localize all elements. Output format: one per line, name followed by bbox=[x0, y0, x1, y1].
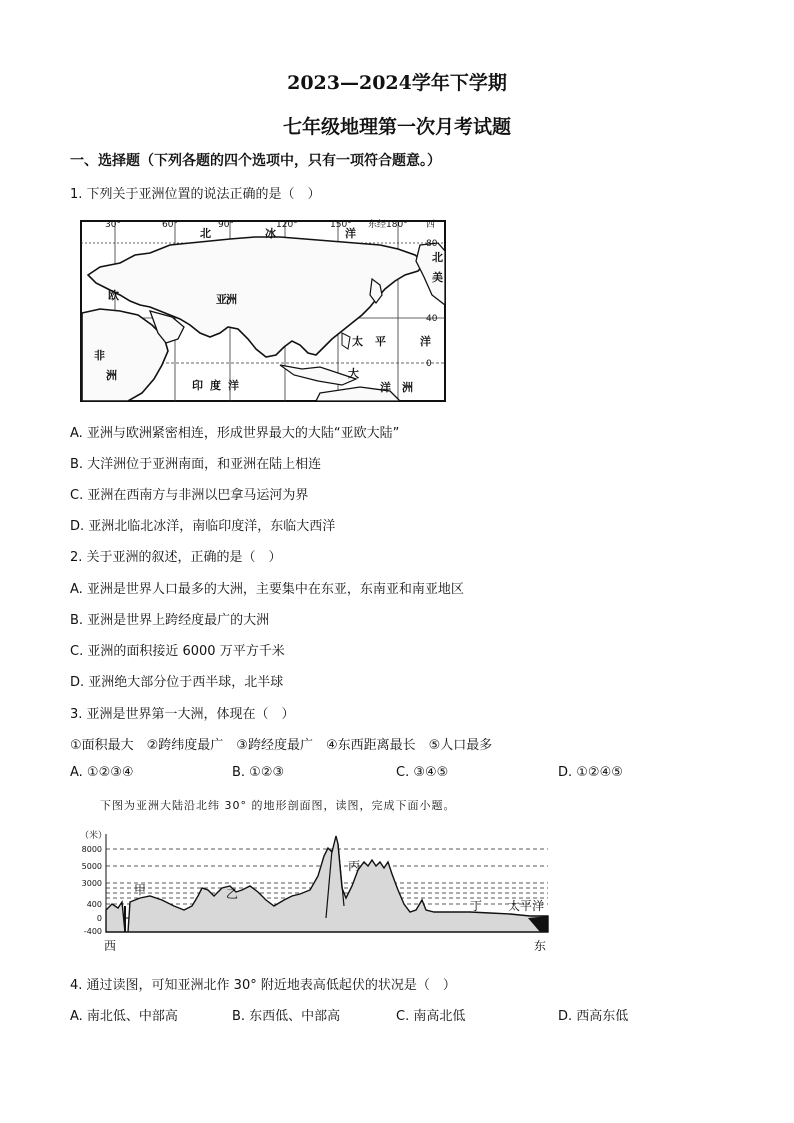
profile-unit-label: （米） bbox=[80, 831, 108, 841]
question-2-option-b[interactable]: B. 亚洲是世界上跨经度最广的大洲 bbox=[70, 613, 270, 628]
map-lat-label-40: 40 bbox=[426, 314, 438, 324]
profile-y-tick-3000: 3000 bbox=[81, 879, 102, 888]
map-lon-label-60: 60° bbox=[162, 220, 178, 230]
question-1-option-d[interactable]: D. 亚洲北临北冰洋，南临印度洋，东临大西洋 bbox=[70, 519, 336, 534]
question-3-option-b[interactable]: B. ①②③ bbox=[232, 765, 285, 780]
question-3-option-c[interactable]: C. ③④⑤ bbox=[396, 765, 449, 780]
question-2-stem: 2. 关于亚洲的叙述，正确的是（ ） bbox=[70, 550, 282, 565]
map-lon-label-90: 90° bbox=[218, 220, 234, 230]
profile-label-east: 东 bbox=[534, 939, 547, 953]
question-3-items: ①面积最大 ②跨纬度最广 ③跨经度最广 ④东西距离最长 ⑤人口最多 bbox=[70, 738, 493, 753]
exam-year-title: 2023—2024学年下学期 bbox=[287, 72, 507, 94]
question-3-stem: 3. 亚洲是世界第一大洲，体现在（ ） bbox=[70, 707, 295, 722]
question-4-option-a[interactable]: A. 南北低、中部高 bbox=[70, 1009, 178, 1024]
map-lon-label-120: 120° bbox=[276, 220, 298, 230]
terrain-profile-figure bbox=[70, 826, 554, 956]
profile-caption: 下图为亚洲大陆沿北纬 30° 的地形剖面图，读图，完成下面小题。 bbox=[100, 799, 456, 812]
exam-subject-title: 七年级地理第一次月考试题 bbox=[282, 116, 511, 138]
map-lon-label-west: 西 bbox=[426, 220, 436, 230]
question-4-option-c[interactable]: C. 南高北低 bbox=[396, 1009, 466, 1024]
map-label-du: 度 bbox=[210, 379, 221, 392]
profile-y-tick-8000: 8000 bbox=[81, 845, 102, 854]
map-lat-label-80: 80 bbox=[426, 239, 438, 249]
map-label-fei: 非 bbox=[94, 349, 105, 362]
question-4-option-d[interactable]: D. 西高东低 bbox=[558, 1009, 629, 1024]
profile-label-west: 西 bbox=[104, 939, 117, 953]
asia-map-svg bbox=[80, 215, 448, 403]
section-heading: 一、选择题（下列各题的四个选项中，只有一项符合题意。） bbox=[70, 153, 441, 169]
map-label-tai-yang: 洋 bbox=[420, 335, 431, 348]
question-1-option-c[interactable]: C. 亚洲在西南方与非洲以巴拿马运河为界 bbox=[70, 488, 309, 503]
map-label-yin-yang: 洋 bbox=[228, 379, 239, 392]
profile-y-tick-0: 0 bbox=[96, 914, 102, 923]
profile-y-tick-minus400: -400 bbox=[83, 927, 102, 936]
map-label-yang: 洋 bbox=[345, 227, 356, 240]
terrain-profile-area bbox=[106, 836, 548, 932]
map-label-ya: 亚 bbox=[216, 293, 227, 306]
terrain-profile-svg bbox=[70, 826, 554, 956]
map-label-tai: 太 bbox=[352, 335, 363, 348]
map-label-ou: 欧 bbox=[108, 289, 119, 302]
map-label-bei: 北 bbox=[200, 227, 211, 240]
map-label-na-bei: 北 bbox=[432, 251, 443, 264]
question-2-option-a[interactable]: A. 亚洲是世界人口最多的大洲，主要集中在东亚，东南亚和南亚地区 bbox=[70, 582, 464, 597]
profile-label-ding: 丁 bbox=[470, 899, 483, 913]
map-lat-label-0: 0 bbox=[426, 359, 432, 369]
map-label-bing: 冰 bbox=[265, 227, 276, 240]
profile-label-yi: 乙 bbox=[226, 887, 239, 901]
profile-label-bing: 丙 bbox=[348, 859, 361, 873]
question-3-option-a[interactable]: A. ①②③④ bbox=[70, 765, 134, 780]
question-2-option-c[interactable]: C. 亚洲的面积接近 6000 万平方千米 bbox=[70, 644, 285, 659]
map-label-da: 大 bbox=[348, 367, 359, 380]
question-4-stem: 4. 通过读图，可知亚洲北作 30° 附近地表高低起伏的状况是（ ） bbox=[70, 978, 456, 993]
map-label-fei-zhou: 洲 bbox=[106, 369, 117, 382]
profile-y-tick-400: 400 bbox=[86, 900, 102, 909]
question-1-option-b[interactable]: B. 大洋洲位于亚洲南面，和亚洲在陆上相连 bbox=[70, 457, 322, 472]
map-lon-label-150: 150° bbox=[330, 220, 352, 230]
asia-map-figure bbox=[80, 215, 448, 403]
profile-y-tick-5000: 5000 bbox=[81, 862, 102, 871]
map-label-mei: 美 bbox=[432, 271, 443, 284]
map-label-ping: 平 bbox=[375, 335, 386, 348]
question-1-option-a[interactable]: A. 亚洲与欧洲紧密相连，形成世界最大的大陆“亚欧大陆” bbox=[70, 426, 400, 441]
profile-label-jia: 甲 bbox=[134, 883, 147, 897]
map-label-zhou: 洲 bbox=[226, 293, 237, 306]
question-1-stem: 1. 下列关于亚洲位置的说法正确的是（ ） bbox=[70, 187, 321, 202]
map-label-da-yang: 洋 bbox=[380, 381, 391, 394]
question-2-option-d[interactable]: D. 亚洲绝大部分位于西半球，北半球 bbox=[70, 675, 284, 690]
map-lon-label-180: 东经180° bbox=[368, 220, 408, 230]
question-4-option-b[interactable]: B. 东西低、中部高 bbox=[232, 1009, 341, 1024]
map-label-da-zhou: 洲 bbox=[402, 381, 413, 394]
profile-label-ocean: 太平洋 bbox=[508, 899, 545, 913]
map-label-yin: 印 bbox=[192, 379, 203, 392]
map-lon-label-30: 30° bbox=[105, 220, 121, 230]
question-3-option-d[interactable]: D. ①②④⑤ bbox=[558, 765, 623, 780]
